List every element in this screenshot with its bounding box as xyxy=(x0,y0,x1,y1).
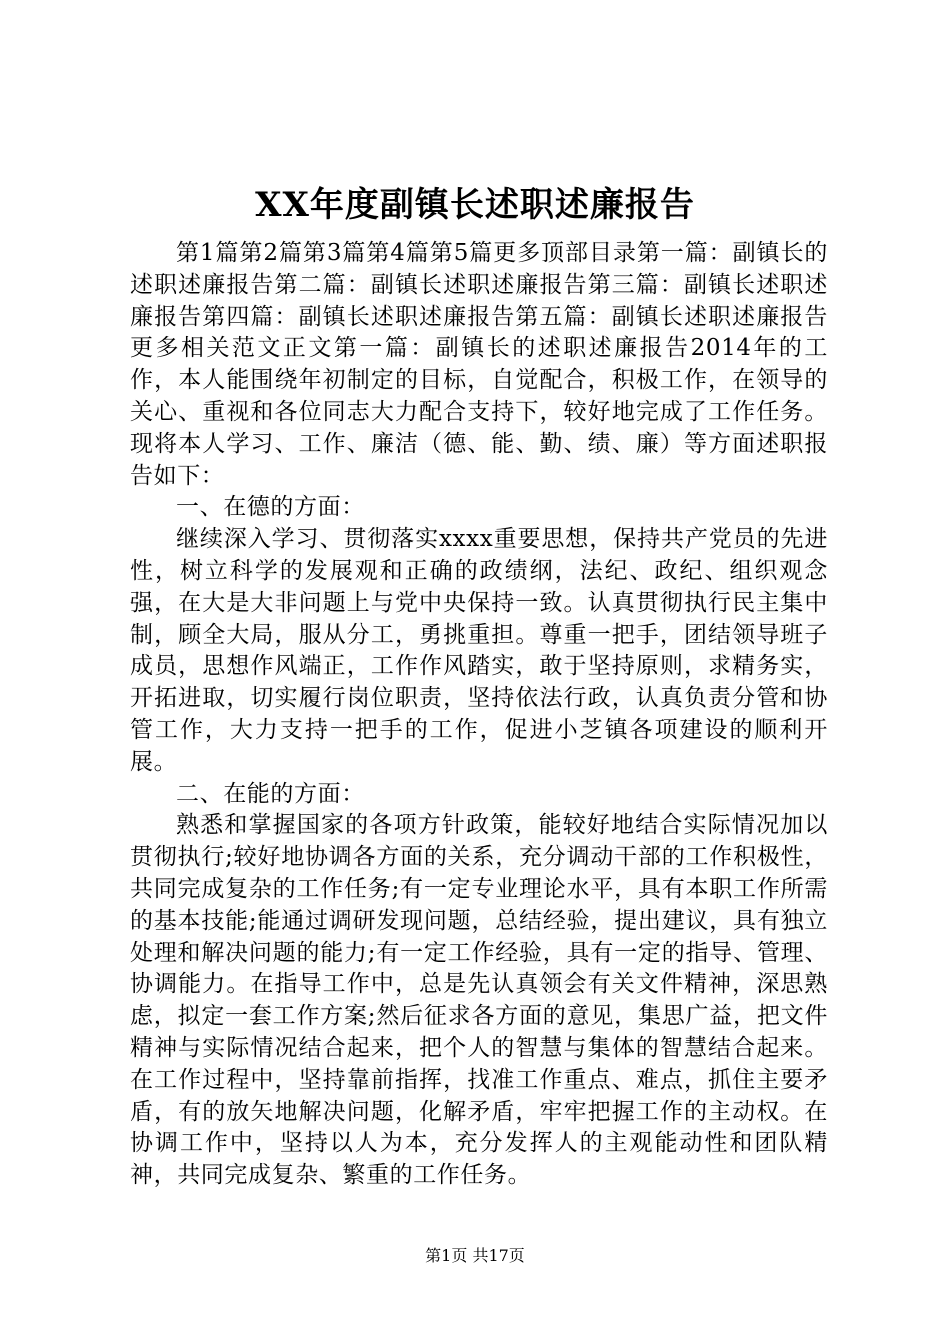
section-heading-ability: 二、在能的方面： xyxy=(176,780,365,807)
document-title: XX年度副镇长述职述廉报告 xyxy=(255,185,695,225)
intro-paragraph: 第1篇第2篇第3篇第4篇第5篇更多顶部目录第一篇：副镇长的述职述廉报告第二篇：副镇长述职述廉报告第三篇：副镇长述职述廉报告第四篇：副镇长述职述廉报告第五篇：副镇长述职述廉报告更多相关范文正文第一篇：副镇长的述职述廉报告2014年的工作，本人能围绕年初制定的目标，自觉配合，积极工作，在领导的关心、重视和各位同志大力配合支持下，较好地完成了工作任务。现将本人学习、工作、廉洁（德、能、勤、绩、廉）等方面述职报告如下： xyxy=(130,240,828,489)
document-body xyxy=(130,238,828,1192)
virtue-paragraph: 继续深入学习、贯彻落实xxxx重要思想，保持共产党员的先进性，树立科学的发展观和正确的政绩纲，法纪、政纪、组织观念强，在大是大非问题上与党中央保持一致。认真贯彻执行民主集中制，顾全大局，服从分工，勇挑重担。尊重一把手，团结领导班子成员，思想作风端正，工作作风踏实，敢于坚持原则，求精务实，开拓进取，切实履行岗位职责，坚持依法行政，认真负责分管和协管工作，大力支持一把手的工作，促进小芝镇各项建设的顺利开展。 xyxy=(130,526,828,775)
section-heading-virtue: 一、在德的方面： xyxy=(176,494,365,521)
ability-paragraph: 熟悉和掌握国家的各项方针政策，能较好地结合实际情况加以贯彻执行;较好地协调各方面的关系，充分调动干部的工作积极性，共同完成复杂的工作任务;有一定专业理论水平，具有本职工作所需的基本技能;能通过调研发现问题，总结经验，提出建议，具有独立处理和解决问题的能力;有一定工作经验，具有一定的指导、管理、协调能力。在指导工作中，总是先认真领会有关文件精神，深思熟虑，拟定一套工作方案;然后征求各方面的意见，集思广益，把文件精神与实际情况结合起来，把个人的智慧与集体的智慧结合起来。在工作过程中，坚持靠前指挥，找准工作重点、难点，抓住主要矛盾，有的放矢地解决问题，化解矛盾，牢牢把握工作的主动权。在协调工作中，坚持以人为本，充分发挥人的主观能动性和团队精神，共同完成复杂、繁重的工作任务。 xyxy=(130,812,828,1189)
page-footer: 第1页 共17页 xyxy=(425,1246,525,1265)
